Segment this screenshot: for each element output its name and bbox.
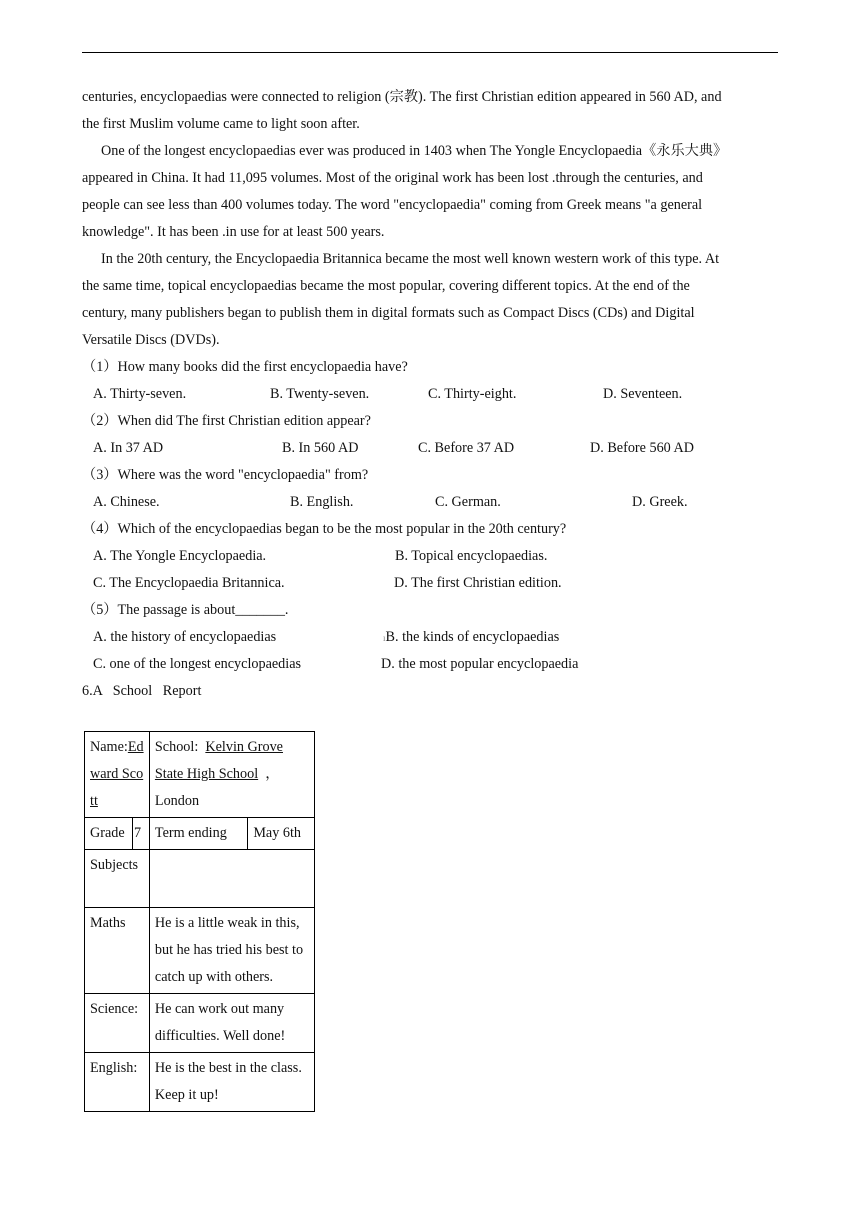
report-grade-row (85, 818, 315, 850)
report-subjects-row (85, 850, 315, 908)
grade-label: Grade (85, 818, 133, 850)
student-name: Edward Scott (90, 739, 144, 809)
q3-option-c[interactable]: C. German. (435, 494, 501, 510)
table-row (85, 1053, 315, 1112)
q3-option-b[interactable]: B. English. (290, 494, 354, 510)
q1-option-d[interactable]: D. Seventeen. (603, 386, 683, 402)
subject-comment: He is the best in the class. Keep it up! (149, 1053, 314, 1112)
passage-line: knowledge". It has been .in use for at least 500 years. (82, 224, 385, 240)
passage-line: Versatile Discs (DVDs). (82, 332, 220, 348)
subjects-label: Subjects (85, 850, 150, 908)
question-3: （3）Where was the word "encyclopaedia" from? (82, 467, 369, 483)
name-cell: Name:Edward Scott (85, 732, 150, 818)
table-row (85, 908, 315, 994)
section-6-title: 6.A School Report (82, 683, 202, 699)
question-4: （4）Which of the encyclopaedias began to be the most popular in the 20th century? (82, 521, 567, 537)
q5-option-d[interactable]: D. the most popular encyclopaedia (381, 656, 579, 672)
school-report-table (84, 731, 315, 1112)
q4-option-a[interactable]: A. The Yongle Encyclopaedia. (93, 548, 267, 564)
q3-option-d[interactable]: D. Greek. (632, 494, 688, 510)
q2-option-a[interactable]: A. In 37 AD (93, 440, 164, 456)
subject-comment: He is a little weak in this, but he has tried his best to catch up with others. (149, 908, 314, 994)
passage-line: the first Muslim volume came to light soon after. (82, 116, 360, 132)
passage-line: appeared in China. It had 11,095 volumes. Most of the original work has been lost .through the centuries, and (82, 170, 703, 186)
report-header-row (85, 732, 315, 818)
q4-option-c[interactable]: C. The Encyclopaedia Britannica. (93, 575, 285, 591)
subject-comment: He can work out many difficulties. Well done! (149, 994, 314, 1053)
q5-option-b[interactable]: ıB. the kinds of encyclopaedias (383, 629, 560, 645)
q4-option-b[interactable]: B. Topical encyclopaedias. (395, 548, 548, 564)
q2-option-c[interactable]: C. Before 37 AD (418, 440, 515, 456)
q3-option-a[interactable]: A. Chinese. (93, 494, 160, 510)
subject-name: English: (85, 1053, 150, 1112)
q5-option-c[interactable]: C. one of the longest encyclopaedias (93, 656, 302, 672)
school-name: Kelvin Grove State High School (154, 739, 283, 782)
q4-option-d[interactable]: D. The first Christian edition. (394, 575, 562, 591)
q2-option-d[interactable]: D. Before 560 AD (590, 440, 695, 456)
grade-value: 7 (132, 818, 149, 850)
paragraph-mark-icon: ı (383, 633, 386, 643)
passage-line: In the 20th century, the Encyclopaedia Britannica became the most well known western work of this type. At (101, 251, 720, 267)
passage-line: One of the longest encyclopaedias ever was produced in 1403 when The Yongle Encyclopaedia《永乐大典》 (101, 143, 728, 159)
question-5: （5）The passage is about_______. (82, 602, 289, 618)
question-2: （2）When did The first Christian edition appear? (82, 413, 371, 429)
q1-option-a[interactable]: A. Thirty-seven. (93, 386, 187, 402)
passage-line: the same time, topical encyclopaedias became the most popular, covering different topics. At the end of the (82, 278, 690, 294)
school-city: ，London (154, 766, 280, 809)
subject-name: Maths (85, 908, 150, 994)
passage-line: centuries, encyclopaedias were connected to religion (宗教). The first Christian edition appeared in 560 AD, and (82, 89, 722, 105)
q1-option-b[interactable]: B. Twenty-seven. (270, 386, 370, 402)
q5-option-a[interactable]: A. the history of encyclopaedias (93, 629, 277, 645)
school-cell: School: Kelvin Grove State High School ，London (149, 732, 314, 818)
passage-line: century, many publishers began to publish them in digital formats such as Compact Discs (CDs) and Digital (82, 305, 695, 321)
passage-line: people can see less than 400 volumes today. The word "encyclopaedia" coming from Greek means "a general (82, 197, 703, 213)
term-value: May 6th (248, 818, 315, 850)
q2-option-b[interactable]: B. In 560 AD (282, 440, 359, 456)
question-1: （1）How many books did the first encyclopaedia have? (82, 359, 408, 375)
table-row (85, 994, 315, 1053)
subject-name: Science: (85, 994, 150, 1053)
term-label: Term ending (149, 818, 247, 850)
header-rule (82, 52, 778, 53)
q1-option-c[interactable]: C. Thirty-eight. (428, 386, 517, 402)
subjects-blank (149, 850, 314, 908)
